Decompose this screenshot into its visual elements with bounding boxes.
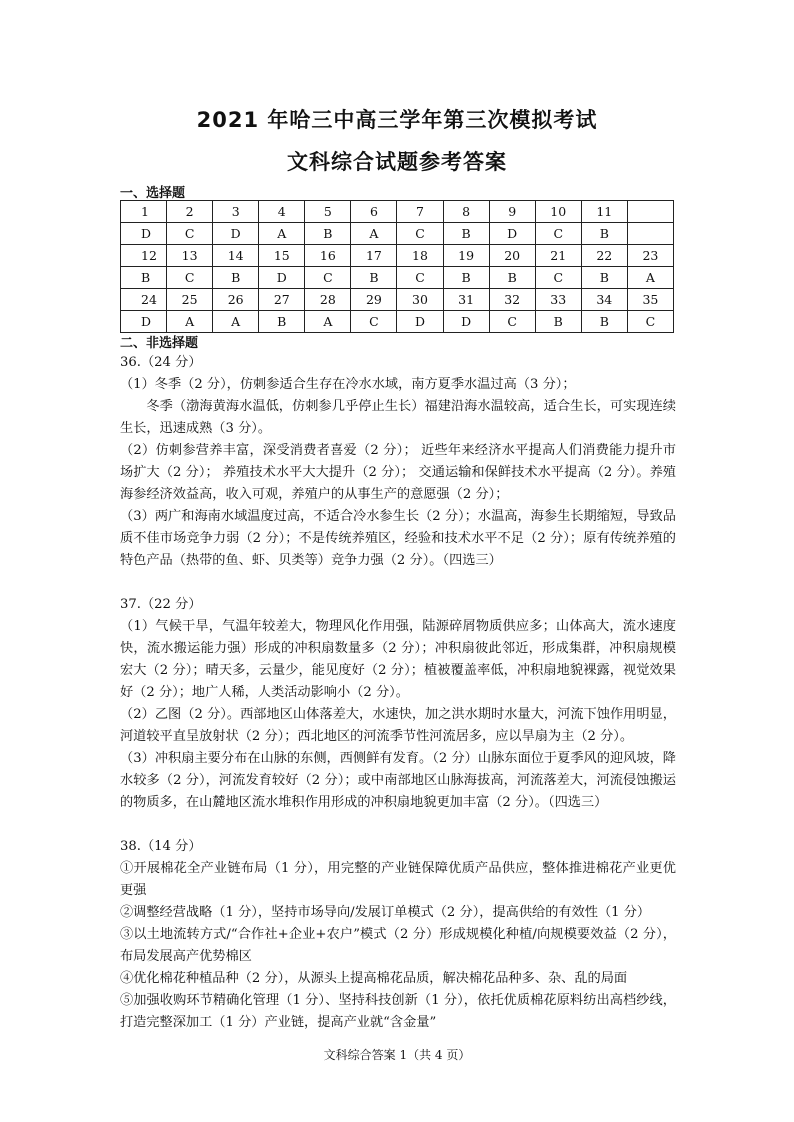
table-cell: B: [213, 267, 259, 289]
page-subtitle: 文科综合试题参考答案: [287, 150, 507, 174]
table-cell: 12: [121, 245, 167, 267]
table-cell: A: [305, 311, 351, 333]
table-cell: D: [489, 223, 535, 245]
table-cell: 32: [489, 289, 535, 311]
q36-heading: 36.（24 分）: [120, 355, 202, 370]
table-cell: A: [351, 223, 397, 245]
table-cell: 27: [259, 289, 305, 311]
q36-part1-cont: 冬季（渤海黄海水温低，仿刺参几乎停止生长）福建沿海水温较高，适合生长，可实现连续生长，迅速成熟（3 分）。: [120, 399, 676, 436]
section-choice-heading: 一、选择题: [120, 186, 186, 201]
table-cell: D: [213, 223, 259, 245]
choice-answer-table: [120, 200, 674, 333]
page-title: 2021 年哈三中高三学年第三次模拟考试: [196, 108, 598, 132]
table-cell: B: [581, 311, 627, 333]
q36-part3: （3）两广和海南水域温度过高，不适合冷水参生长（2 分）；水温高，海参生长期缩短，导致品质不佳市场竞争力弱（2 分）；不是传统养殖区，经验和技术水平不足（2 分）；原有传统养殖的特色产品（热带的鱼、虾、贝类等）竞争力强（2 分）。（四选三）: [120, 509, 676, 568]
table-cell: 18: [397, 245, 443, 267]
table-cell: 19: [443, 245, 489, 267]
table-cell: B: [581, 223, 627, 245]
answers-body: [120, 352, 676, 1034]
table-cell: B: [305, 223, 351, 245]
section-nonchoice-heading: 二、非选择题: [120, 336, 199, 351]
table-cell: 6: [351, 201, 397, 223]
table-cell: 10: [535, 201, 581, 223]
table-cell: 22: [581, 245, 627, 267]
table-cell: C: [397, 223, 443, 245]
q38-point1: ①开展棉花全产业链布局（1 分），用完整的产业链保障优质产品供应，整体推进棉花产业更优更强: [120, 861, 676, 898]
table-cell: 30: [397, 289, 443, 311]
table-cell: D: [121, 223, 167, 245]
table-cell: 17: [351, 245, 397, 267]
table-cell: 28: [305, 289, 351, 311]
table-cell: 24: [121, 289, 167, 311]
q38-point3: ③以土地流转方式/“合作社+企业+农户”模式（2 分）形成规模化种植/向规模要效益（2 分），布局发展高产优势棉区: [120, 927, 676, 964]
table-cell: B: [443, 267, 489, 289]
table-cell: 29: [351, 289, 397, 311]
table-cell: 11: [581, 201, 627, 223]
table-cell: 26: [213, 289, 259, 311]
table-cell: 33: [535, 289, 581, 311]
table-row: [121, 201, 674, 223]
table-cell: A: [167, 311, 213, 333]
table-cell: 20: [489, 245, 535, 267]
table-cell: 4: [259, 201, 305, 223]
table-cell: C: [535, 267, 581, 289]
table-cell: 15: [259, 245, 305, 267]
table-cell: 21: [535, 245, 581, 267]
q38-point5: ⑤加强收购环节精确化管理（1 分）、坚持科技创新（1 分），依托优质棉花原料纺出高档纱线，打造完整深加工（1 分）产业链，提高产业就“含金量”: [120, 993, 676, 1030]
table-cell: 1: [121, 201, 167, 223]
table-cell: 9: [489, 201, 535, 223]
q36-part1: （1）冬季（2 分），仿刺参适合生存在冷水水域，南方夏季水温过高（3 分）；: [120, 377, 576, 392]
table-cell: C: [167, 267, 213, 289]
q38-point2: ②调整经营战略（1 分），坚持市场导向/发展订单模式（2 分），提高供给的有效性（1 分）: [120, 905, 651, 920]
table-cell: A: [213, 311, 259, 333]
table-cell: C: [397, 267, 443, 289]
table-cell: 34: [581, 289, 627, 311]
q38-heading: 38.（14 分）: [120, 839, 202, 854]
table-cell: 13: [167, 245, 213, 267]
table-cell: D: [397, 311, 443, 333]
table-cell: 3: [213, 201, 259, 223]
table-cell: C: [535, 223, 581, 245]
table-cell: 23: [627, 245, 673, 267]
table-cell: 8: [443, 201, 489, 223]
table-cell: [627, 201, 673, 223]
table-row: [121, 223, 674, 245]
table-cell: C: [489, 311, 535, 333]
table-cell: 25: [167, 289, 213, 311]
table-cell: C: [305, 267, 351, 289]
table-cell: C: [167, 223, 213, 245]
q38-point4: ④优化棉花种植品种（2 分），从源头上提高棉花品质，解决棉花品种多、杂、乱的局面: [120, 971, 628, 986]
table-cell: 5: [305, 201, 351, 223]
table-cell: D: [443, 311, 489, 333]
table-row: [121, 245, 674, 267]
table-cell: D: [259, 267, 305, 289]
table-cell: B: [351, 267, 397, 289]
table-cell: D: [121, 311, 167, 333]
q36-part2: （2）仿刺参营养丰富，深受消费者喜爱（2 分）； 近些年来经济水平提高人们消费能力提升市场扩大（2 分）； 养殖技术水平大大提升（2 分）； 交通运输和保鲜技术水平提高（2 分）。养殖海参经济效益高，收入可观，养殖户的从事生产的意愿强（2 分）；: [120, 443, 676, 502]
q37-heading: 37.（22 分）: [120, 597, 202, 612]
table-cell: 2: [167, 201, 213, 223]
page-footer: 文科综合答案 1（共 4 页）: [323, 1048, 471, 1062]
table-cell: B: [443, 223, 489, 245]
table-cell: 14: [213, 245, 259, 267]
table-cell: [627, 223, 673, 245]
table-cell: B: [581, 267, 627, 289]
table-row: [121, 267, 674, 289]
table-cell: B: [489, 267, 535, 289]
table-cell: 7: [397, 201, 443, 223]
table-cell: C: [627, 311, 673, 333]
table-cell: 31: [443, 289, 489, 311]
q37-part3: （3）冲积扇主要分布在山脉的东侧，西侧鲜有发育。（2 分）山脉东面位于夏季风的迎风坡，降水较多（2 分），河流发育较好（2 分）；或中南部地区山脉海拔高，河流落差大，河流侵蚀搬运的物质多，在山麓地区流水堆积作用形成的冲积扇地貌更加丰富（2 分）。（四选三）: [120, 751, 676, 810]
table-cell: A: [259, 223, 305, 245]
table-cell: B: [259, 311, 305, 333]
table-cell: 35: [627, 289, 673, 311]
table-row: [121, 289, 674, 311]
table-cell: B: [535, 311, 581, 333]
q37-part1: （1）气候干旱，气温年较差大，物理风化作用强，陆源碎屑物质供应多；山体高大，流水速度快，流水搬运能力强）形成的冲积扇数量多（2 分）；冲积扇彼此邻近，形成集群，冲积扇规模宏大（2 分）；晴天多，云量少，能见度好（2 分）；植被覆盖率低，冲积扇地貌裸露，视觉效果好（2 分）；地广人稀，人类活动影响小（2 分）。: [120, 619, 676, 700]
table-cell: B: [121, 267, 167, 289]
table-cell: 16: [305, 245, 351, 267]
table-cell: C: [351, 311, 397, 333]
table-cell: A: [627, 267, 673, 289]
table-row: [121, 311, 674, 333]
q37-part2: （2）乙图（2 分）。西部地区山体落差大，水速快，加之洪水期时水量大，河流下蚀作用明显，河道较平直呈放射状（2 分）；西北地区的河流季节性河流居多，应以旱扇为主（2 分）。: [120, 707, 676, 744]
